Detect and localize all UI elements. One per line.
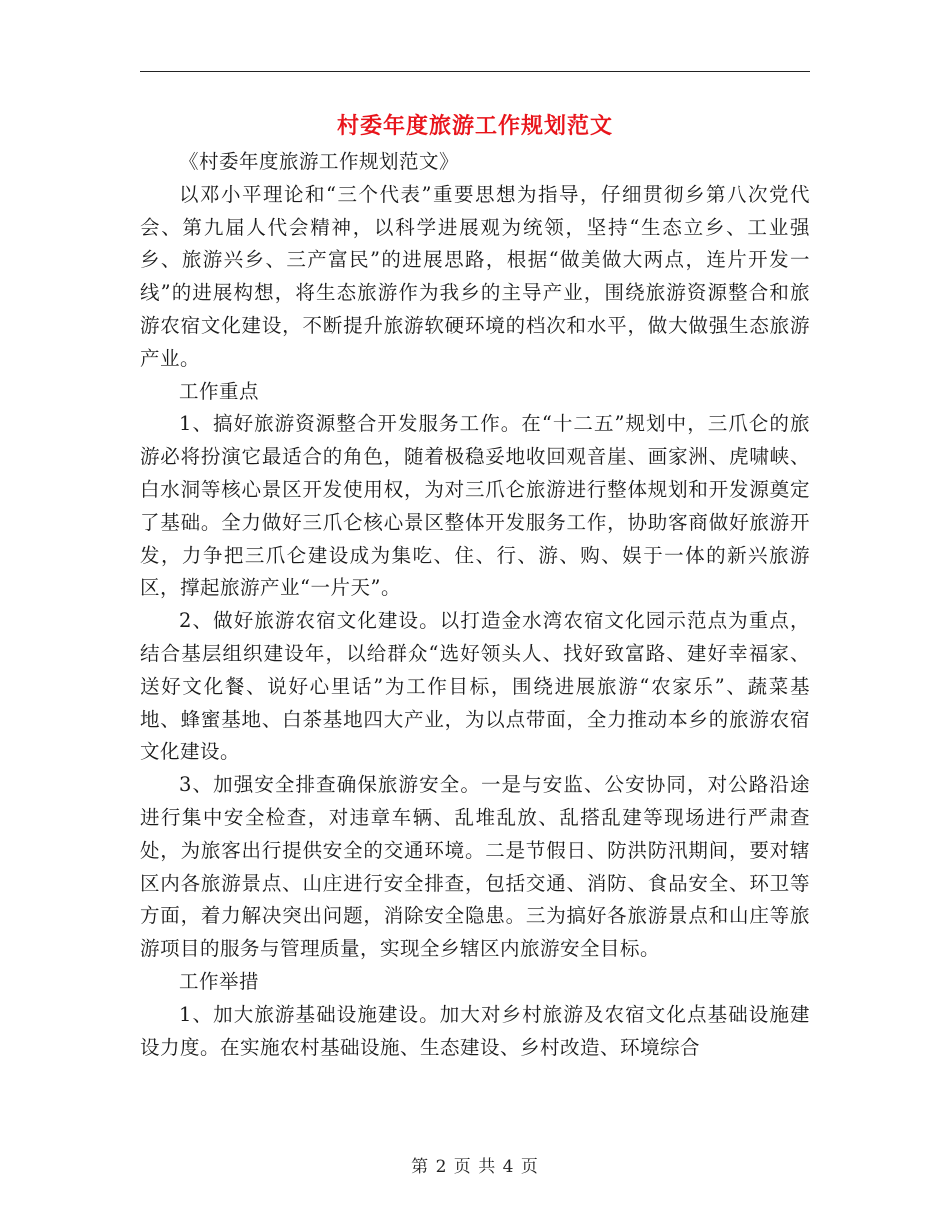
key-work-item-3: 3、加强安全排查确保旅游安全。一是与安监、公安协同，对公路沿途进行集中安全检查，对违章车辆、乱堆乱放、乱搭乱建等现场进行严肃查处，为旅客出行提供安全的交通环境。二是节假日、防洪防汛期间，要对辖区内各旅游景点、山庄进行安全排查，包括交通、消防、食品安全、环卫等方面，着力解决突出问题，消除安全隐患。三为搞好各旅游景点和山庄等旅游项目的服务与管理质量，实现全乡辖区内旅游安全目标。 xyxy=(140,773,810,961)
section-heading-measures: 工作举措 xyxy=(179,969,260,993)
measure-item-1: 1、加大旅游基础设施建设。加大对乡村旅游及农宿文化点基础设施建设力度。在实施农村基础设施、生态建设、乡村改造、环境综合 xyxy=(140,1002,810,1059)
page-number-footer: 第 2 页 共 4 页 xyxy=(411,1157,539,1177)
document-body xyxy=(140,146,810,1064)
key-work-item-1: 1、搞好旅游资源整合开发服务工作。在“十二五”规划中，三爪仑的旅游必将扮演它最适合的角色，随着极稳妥地收回观音崖、画家洲、虎啸峡、白水洞等核心景区开发使用权，为对三爪仑旅游进行整体规划和开发源奠定了基础。全力做好三爪仑核心景区整体开发服务工作，协助客商做好旅游开发，力争把三爪仑建设成为集吃、住、行、游、购、娱于一体的新兴旅游区，撑起旅游产业“一片天”。 xyxy=(140,412,810,600)
section-heading-key-work: 工作重点 xyxy=(179,379,260,403)
subtitle-paragraph: 《村委年度旅游工作规划范文》 xyxy=(179,150,460,173)
document-title: 村委年度旅游工作规划范文 xyxy=(336,113,613,139)
intro-paragraph: 以邓小平理论和“三个代表”重要思想为指导，仔细贯彻乡第八次党代会、第九届人代会精神，以科学进展观为统领，坚持“生态立乡、工业强乡、旅游兴乡、三产富民”的进展思路，根据“做美做大两点，连片开发一线”的进展构想，将生态旅游作为我乡的主导产业，围绕旅游资源整合和旅游农宿文化建设，不断提升旅游软硬环境的档次和水平，做大做强生态旅游产业。 xyxy=(140,182,810,370)
key-work-item-2: 2、做好旅游农宿文化建设。以打造金水湾农宿文化园示范点为重点，结合基层组织建设年，以给群众“选好领头人、找好致富路、建好幸福家、送好文化餐、说好心里话”为工作目标，围绕进展旅游“农家乐”、蔬菜基地、蜂蜜基地、白茶基地四大产业，为以点带面，全力推动本乡的旅游农宿文化建设。 xyxy=(140,609,810,764)
header-rule xyxy=(140,71,810,72)
